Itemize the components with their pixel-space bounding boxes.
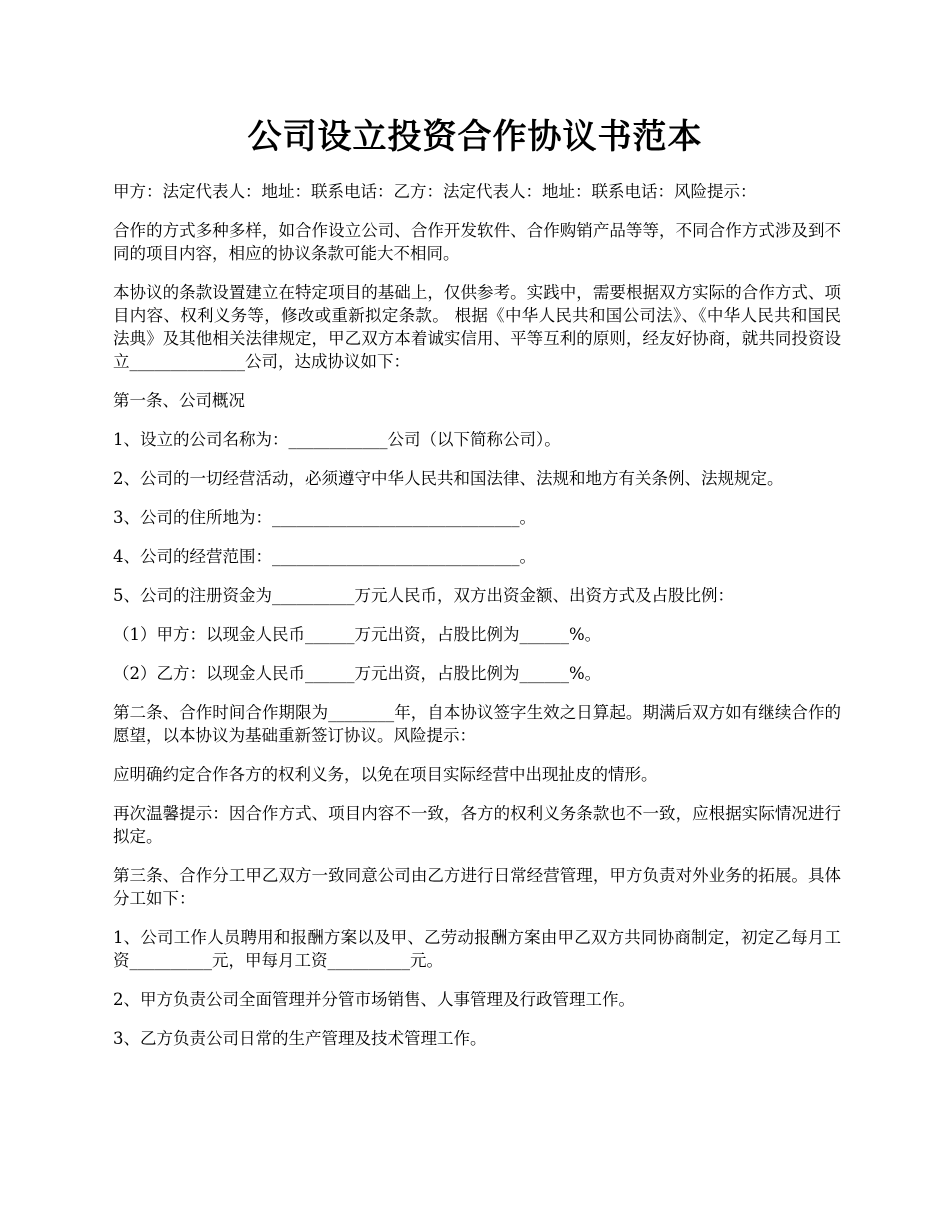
article-3-clause-3: 3、乙方负责公司日常的生产管理及技术管理工作。	[113, 1029, 487, 1048]
article-3-clause-2: 2、甲方负责公司全面管理并分管市场销售、人事管理及行政管理工作。	[113, 990, 635, 1009]
article-1-clause-1: 1、设立的公司名称为：____________公司（以下简称公司）。	[113, 430, 561, 449]
article-1-clause-5: 5、公司的注册资金为__________万元人民币，双方出资金额、出资方式及占股比例：	[113, 586, 734, 605]
document-title: 公司设立投资合作协议书范本	[247, 117, 703, 157]
risk-note-paragraph: 合作的方式多种多样，如合作设立公司、合作开发软件、合作购销产品等等，不同合作方式涉及到不同的项目内容，相应的协议条款可能大不相同。	[113, 221, 841, 263]
article-3-paragraph: 第三条、合作分工甲乙双方一致同意公司由乙方进行日常经营管理，甲方负责对外业务的拓展。具体分工如下：	[113, 866, 841, 908]
document-body	[113, 180, 841, 1066]
article-2-paragraph: 第二条、合作时间合作期限为________年，自本协议签字生效之日算起。期满后双方如有继续合作的愿望，以本协议为基础重新签订协议。风险提示：	[113, 703, 841, 745]
capital-party-a: （1）甲方：以现金人民币______万元出资，占股比例为______%。	[113, 625, 602, 644]
article-3-clause-1: 1、公司工作人员聘用和报酬方案以及甲、乙劳动报酬方案由甲乙双方共同协商制定，初定乙每月工资__________元，甲每月工资__________元。	[113, 928, 841, 970]
party-info-paragraph: 甲方：法定代表人：地址：联系电话：乙方：法定代表人：地址：联系电话：风险提示：	[113, 182, 757, 201]
preamble-paragraph: 本协议的条款设置建立在特定项目的基础上，仅供参考。实践中，需要根据双方实际的合作方式、项目内容、权利义务等，修改或重新拟定条款。 根据《中华人民共和国公司法》、《中华人民共和国民法典》及其他相关法律规定，甲乙双方本着诚实信用、平等互利的原则，经友好协商，就共同投资设立______________公司，达成协议如下：	[113, 283, 841, 371]
risk-note-rights: 应明确约定合作各方的权利义务，以免在项目实际经营中出现扯皮的情形。	[113, 765, 658, 784]
reminder-paragraph: 再次温馨提示：因合作方式、项目内容不一致，各方的权利义务条款也不一致，应根据实际情况进行拟定。	[113, 804, 841, 846]
article-1-clause-4: 4、公司的经营范围：______________________________。	[113, 547, 536, 566]
capital-party-b: （2）乙方：以现金人民币______万元出资，占股比例为______%。	[113, 664, 602, 683]
article-1-clause-3: 3、公司的住所地为：______________________________。	[113, 508, 536, 527]
article-1-clause-2: 2、公司的一切经营活动，必须遵守中华人民共和国法律、法规和地方有关条例、法规规定。	[113, 469, 784, 488]
article-1-heading: 第一条、公司概况	[113, 391, 245, 410]
